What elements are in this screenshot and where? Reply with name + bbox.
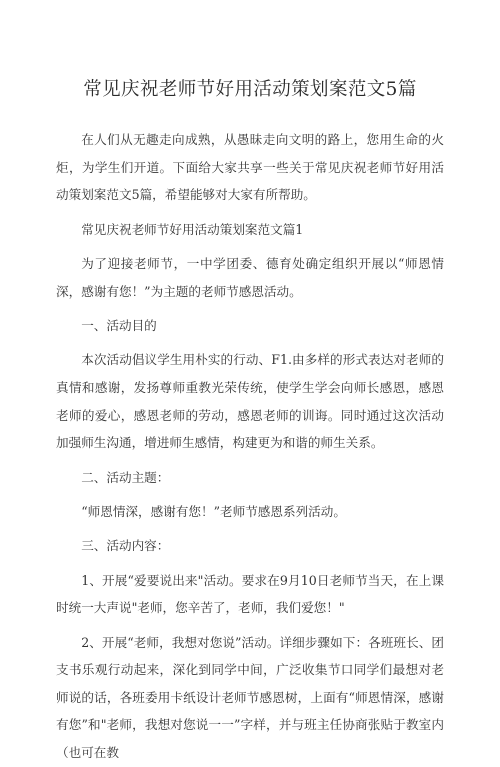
paragraph-content-item-1: 1、开展“爱要说出来"活动。要求在9月10日老师节当天，在上课时统一大声说"老师，您辛苦了，老师，我们爱您！" <box>56 572 444 616</box>
section-heading-article-1: 常见庆祝老师节好用活动策划案范文篇1 <box>81 221 304 237</box>
paragraph-activity-theme: “师恩情深，感谢有您！”老师节感恩系列活动。 <box>81 503 346 519</box>
document-title: 常见庆祝老师节好用活动策划案范文5篇 <box>83 79 417 100</box>
paragraph-purpose-intro: 为了迎接老师节，一中学团委、德育处确定组织开展以“师恩情深，感谢有您！”为主题的老师节感恩活动。 <box>56 255 444 299</box>
paragraph-content-item-2: 2、开展“老师，我想对您说”活动。详细步骤如下：各班班长、团支书乐观行动起来，深化到同学中间，广泛收集节口同学们最想对老师说的话，各班委用卡纸设计老师节感恩树，上面有“师恩情深，感谢有您”和"老师，我想对您说一一”字样，并与班主任协商张贴于教室内（也可在教 <box>56 634 444 761</box>
heading-activity-content: 三、活动内容： <box>81 538 170 554</box>
heading-activity-purpose: 一、活动目的 <box>81 317 157 333</box>
paragraph-activity-purpose: 本次活动倡议学生用朴实的行动、F1.由多样的形式表达对老师的真情和感谢，发扬尊师重教光荣传统，使学生学会向师长感恩，感恩老师的爱心，感恩老师的劳动，感恩老师的训诲。同时通过这次活动加强师生沟通，增进师生感情，构建更为和谐的师生关系。 <box>56 352 444 451</box>
document-body <box>56 126 444 767</box>
heading-activity-theme: 二、活动主题： <box>81 469 170 485</box>
intro-paragraph: 在人们从无趣走向成熟，从愚昧走向文明的路上，您用生命的火炬，为学生们开道。下面给大家共享一些关于常见庆祝老师节好用活动策划案范文5篇，希望能够对大家有所帮助。 <box>56 132 444 203</box>
